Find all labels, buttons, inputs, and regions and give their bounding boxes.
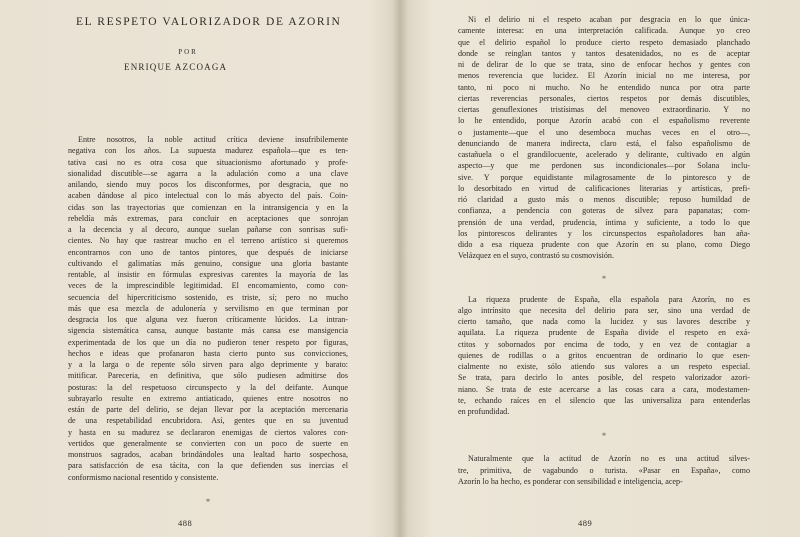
text-line: más que esa mezcla de adulonería y servilismo en que terminan por xyxy=(68,303,348,313)
page-number: 489 xyxy=(578,518,593,528)
byline-por: POR xyxy=(178,48,198,56)
text-line: niano. Se trata de este acercarse a las cosas cara a cara, modestamen- xyxy=(458,384,750,394)
text-line: y hasta en su madurez se declararon enemigas de ciertos valores con- xyxy=(68,427,348,437)
text-line: aspecto—y que me perdonen sus incondicionales—por Solana inclu- xyxy=(458,161,750,171)
text-line: confianza, a pendencia con goteras de silvez para papanatas; com- xyxy=(458,206,750,216)
text-line: cultivando el galimatías más genuino, consigue una gloria bastante xyxy=(68,258,348,268)
text-line: Azorín lo ha hecho, es ponderar con sensibilidad e inteligencia, acep- xyxy=(458,476,683,486)
paragraph-2 xyxy=(458,294,750,418)
text-line: conformismo nacional resentido y consistente. xyxy=(68,472,219,482)
text-line: rentable, al insistir en fórmulas expresivas carentes la mayoría de las xyxy=(68,270,348,279)
text-line: Entre nosotros, la noble actitud crítica deviene insufribilemente xyxy=(78,135,348,144)
text-line: que el delirio español lo produce cierto respeto demasiado planchado xyxy=(458,37,750,47)
text-line: Velázquez en el suyo, contrastó su cosmovisión. xyxy=(458,251,614,261)
text-line: secuencia del hipercriticismo sostenido, es triste, sí; pero no mucho xyxy=(68,292,348,302)
text-line: negativa con los años. La supuesta madurez española—que es ten- xyxy=(68,146,348,156)
text-line: de una respetabilidad encubridora. Así, gentes que en su juventud xyxy=(68,416,348,426)
text-line: Ni el delirio ni el respeto acaban por desgracia en lo que única- xyxy=(468,15,750,24)
text-line: posturas: la del respetuoso circunspecto y la del deifante. Aunque xyxy=(68,382,348,392)
right-page xyxy=(400,0,800,537)
text-line: veces de la imprescindible legitimidad. El encomamiento, como con- xyxy=(68,281,348,291)
text-line: cidas son las trayectorias que comienzan en la intransigencia y en la xyxy=(68,202,348,212)
text-line: los pintorescos delirantes y los circunspectos españoladores han aña- xyxy=(458,228,750,238)
text-line: aquilata. La riqueza prudente de España divide el respeto en exá- xyxy=(458,328,750,338)
text-line: ni de delirar de lo que se trata, sino de enfocar hechos y gentes con xyxy=(458,60,750,69)
text-line: camente interesa: en una interpretación calificada. Aunque yo creo xyxy=(458,26,750,36)
text-line: hechos e ideas que profanaron hasta cierto punto sus convicciones, xyxy=(68,348,348,358)
text-line: están de parte del delirio, se dejan llevar por la aceptación mercenaria xyxy=(68,405,348,414)
text-line: sionalidad discutible—se agarra a la adulación como a una clave xyxy=(68,168,348,178)
text-line: o justamente—que el uno desemboca muchas veces en el otro—, xyxy=(458,127,750,137)
text-line: lo he entendido, porque Azorín acabó con el españolismo reverente xyxy=(458,116,750,126)
ornament-star: * xyxy=(601,273,607,284)
text-line: ciertas genuflexiones tristísimas del menoveo extraordinario. Y no xyxy=(458,105,750,114)
text-line: sigencia sistemática cansa, aunque bastante más cansa ese mansigencia xyxy=(68,326,348,336)
text-line: anilando, siendo muy pocos los disconformes, por desgracia, que no xyxy=(68,180,348,189)
text-line: y a la larga o de repente sólo sirven para algo deprimente y barato: xyxy=(68,360,348,369)
text-line: monstruos sagrados, acaban brindándoles una lealtad harto sospechosa, xyxy=(68,450,348,459)
text-line: mitificar. Pareceria, en definitiva, que sólo pudiesen admitirse dos xyxy=(68,371,348,381)
text-line: rió claridad a gusto más o menos discutible; repuso humildad de xyxy=(458,195,750,204)
text-line: a la decencia y al decoro, aunque suelan pañarse con sonrisas sufi- xyxy=(68,225,348,234)
text-line: prensión de una verdad, prudencia, íntima y suficiente, a todo lo que xyxy=(458,217,750,227)
ornament-star: * xyxy=(601,431,607,442)
text-line: tativa casi no es otra cosa que situacionismo afortunado y profe- xyxy=(68,157,348,167)
text-line: rebeldía más extremas, para concluir en aceptaciones que sonrojan xyxy=(68,213,348,223)
text-line: donde se reinglan tantos y tantos desatenidados, no es de aceptar xyxy=(458,48,750,58)
text-line: tanto, ni poco ni mucho. No he entendido nunca por otra parte xyxy=(458,82,750,92)
text-line: encontrarnos con uno de tantos pintores, que después de iniciarse xyxy=(68,247,348,257)
article-title: EL RESPETO VALORIZADOR DE AZORIN xyxy=(76,16,342,28)
ornament-star: * xyxy=(205,496,211,507)
text-line: denunciando de manera indirecta, claro está, el falso españolismo de xyxy=(458,138,750,148)
text-line: para satisfacción de esa tácita, con la que defienden sus inercias el xyxy=(68,461,348,471)
text-line: en profundidad. xyxy=(458,407,510,416)
text-line: acaben dándose al pico intelectual con lo más abyecto del país. Coin- xyxy=(68,191,348,201)
text-line: sive. Y porque equidistante milagrosamente de lo pintoresco y de xyxy=(458,172,750,182)
text-line: dido a esa riqueza prudente con que Azorín en su plano, como Diego xyxy=(458,240,750,249)
text-line: La riqueza prudente de España, ella española para Azorín, no es xyxy=(468,294,750,304)
text-line: Se trata, para decirlo lo antes posible, del respeto valorizador azori- xyxy=(458,373,750,383)
text-line: subrayarlo resulte en extremo antiaticado, quienes entre nosotros no xyxy=(68,393,348,403)
paragraph-3 xyxy=(458,453,750,487)
text-line: experimentada de los que un día no pudieron tener respeto por figuras, xyxy=(68,337,348,347)
text-line: menos reverencia que lucidez. El Azorín inicial no me interesa, por xyxy=(458,71,750,81)
text-line: desgracia los que alguna vez fueron críticamente lúcidos. La intran- xyxy=(68,315,348,324)
text-line: tre, primitiva, de vagabundo o turista. «Pasar en España», como xyxy=(458,465,750,475)
page-number: 488 xyxy=(178,518,193,528)
text-line: cierto tamaño, que nada como la lucidez y sus lavores describe y xyxy=(458,317,750,326)
text-line: cialmente no existe, sólo atiendo sus valores a un respeto especial. xyxy=(458,362,750,371)
text-line: quienes de rodillas o a gritos encuentran de ordinario lo que esen- xyxy=(458,350,750,360)
text-line: lo desorbitado en virtud de calificaciones literarias y artísticas, prefi- xyxy=(458,183,750,193)
text-line: ctitos y sobornados por encima de todo, y en vez de contagiar a xyxy=(458,339,750,349)
paragraph-1 xyxy=(458,14,750,262)
text-line: cientes. No hay que rastrear mucho en el terreno artístico si queremos xyxy=(68,236,348,246)
text-line: ciertas reverencias personales, ciertos respetos por demás discutibles, xyxy=(458,93,750,103)
text-line: Naturalmente que la actitud de Azorín no es una actitud silves- xyxy=(468,454,750,464)
left-body-text xyxy=(68,134,348,483)
text-line: te, echando raíces en el silencio que las universaliza para entenderlas xyxy=(458,395,750,405)
text-line: algo intrínsito que necesita del delirio para ser, sino una verdad de xyxy=(458,305,750,315)
text-line: vertidos que generalmente se convierten con un poco de suerte en xyxy=(68,438,348,448)
author-name: ENRIQUE AZCOAGA xyxy=(124,62,228,72)
text-line: castañuela o el grandilocuente, acelerado y delirante, cultivado en algún xyxy=(458,150,750,159)
